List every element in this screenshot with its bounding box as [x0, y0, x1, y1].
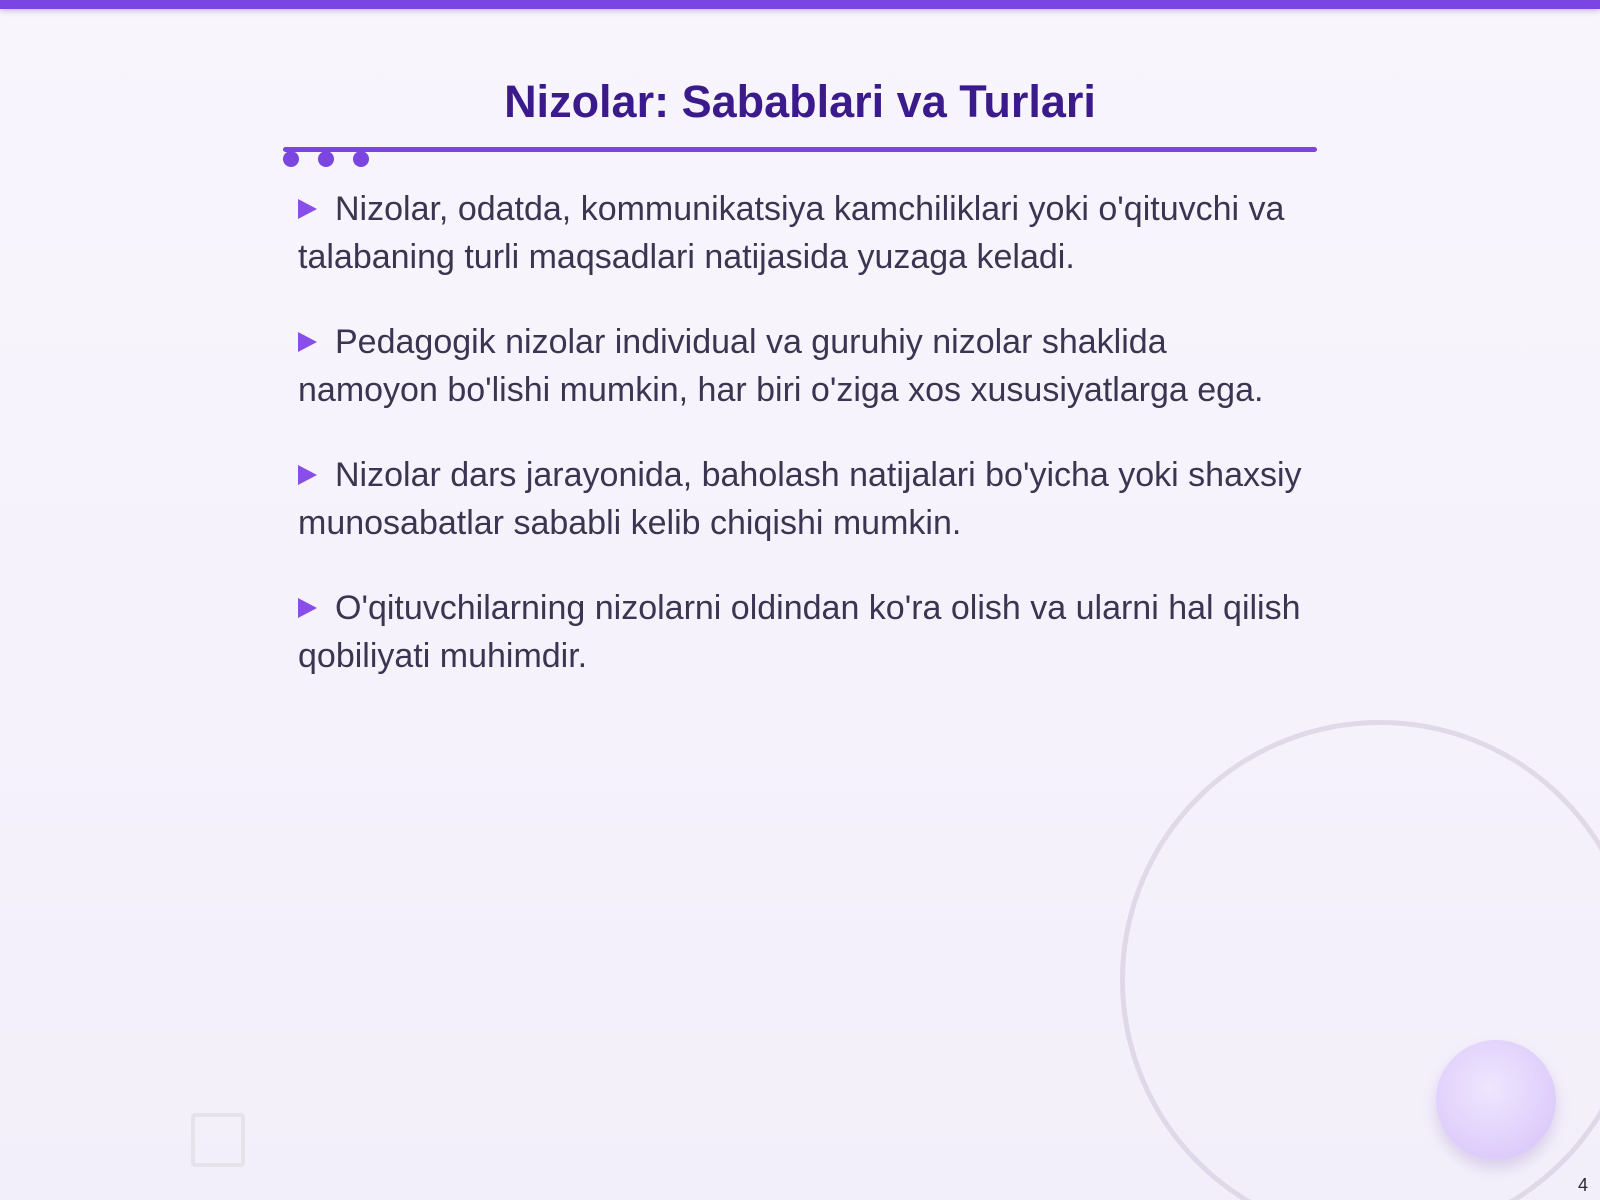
- title-underline: [283, 147, 1317, 152]
- bullet-item: [298, 584, 1308, 680]
- bullet-text: Pedagogik nizolar individual va guruhiy nizolar shaklida namoyon bo'lishi mumkin, har biri o'ziga xos xususiyatlarga ega.: [298, 323, 1264, 409]
- bullet-item: [298, 318, 1308, 414]
- underline-dot: [353, 151, 369, 167]
- play-triangle-icon: [298, 598, 317, 618]
- decorative-square: [191, 1113, 245, 1167]
- bullet-text: O'qituvchilarning nizolarni oldindan ko'ra olish va ularni hal qilish qobiliyati muhimdir.: [298, 589, 1301, 675]
- bullet-item: [298, 451, 1308, 547]
- top-accent-bar: [0, 0, 1600, 9]
- page-number: 4: [1577, 1175, 1588, 1195]
- play-triangle-icon: [298, 332, 317, 352]
- bullet-text: Nizolar dars jarayonida, baholash natijalari bo'yicha yoki shaxsiy munosabatlar sababli kelib chiqishi mumkin.: [298, 456, 1302, 542]
- slide-title: Nizolar: Sabablari va Turlari: [504, 76, 1096, 127]
- bullet-list: [298, 185, 1308, 717]
- decorative-disc: [1436, 1040, 1556, 1160]
- bullet-item: [298, 185, 1308, 281]
- underline-dot: [318, 151, 334, 167]
- play-triangle-icon: [298, 199, 317, 219]
- underline-dot: [283, 151, 299, 167]
- bullet-text: Nizolar, odatda, kommunikatsiya kamchiliklari yoki o'qituvchi va talabaning turli maqsadlari natijasida yuzaga keladi.: [298, 190, 1285, 276]
- play-triangle-icon: [298, 465, 317, 485]
